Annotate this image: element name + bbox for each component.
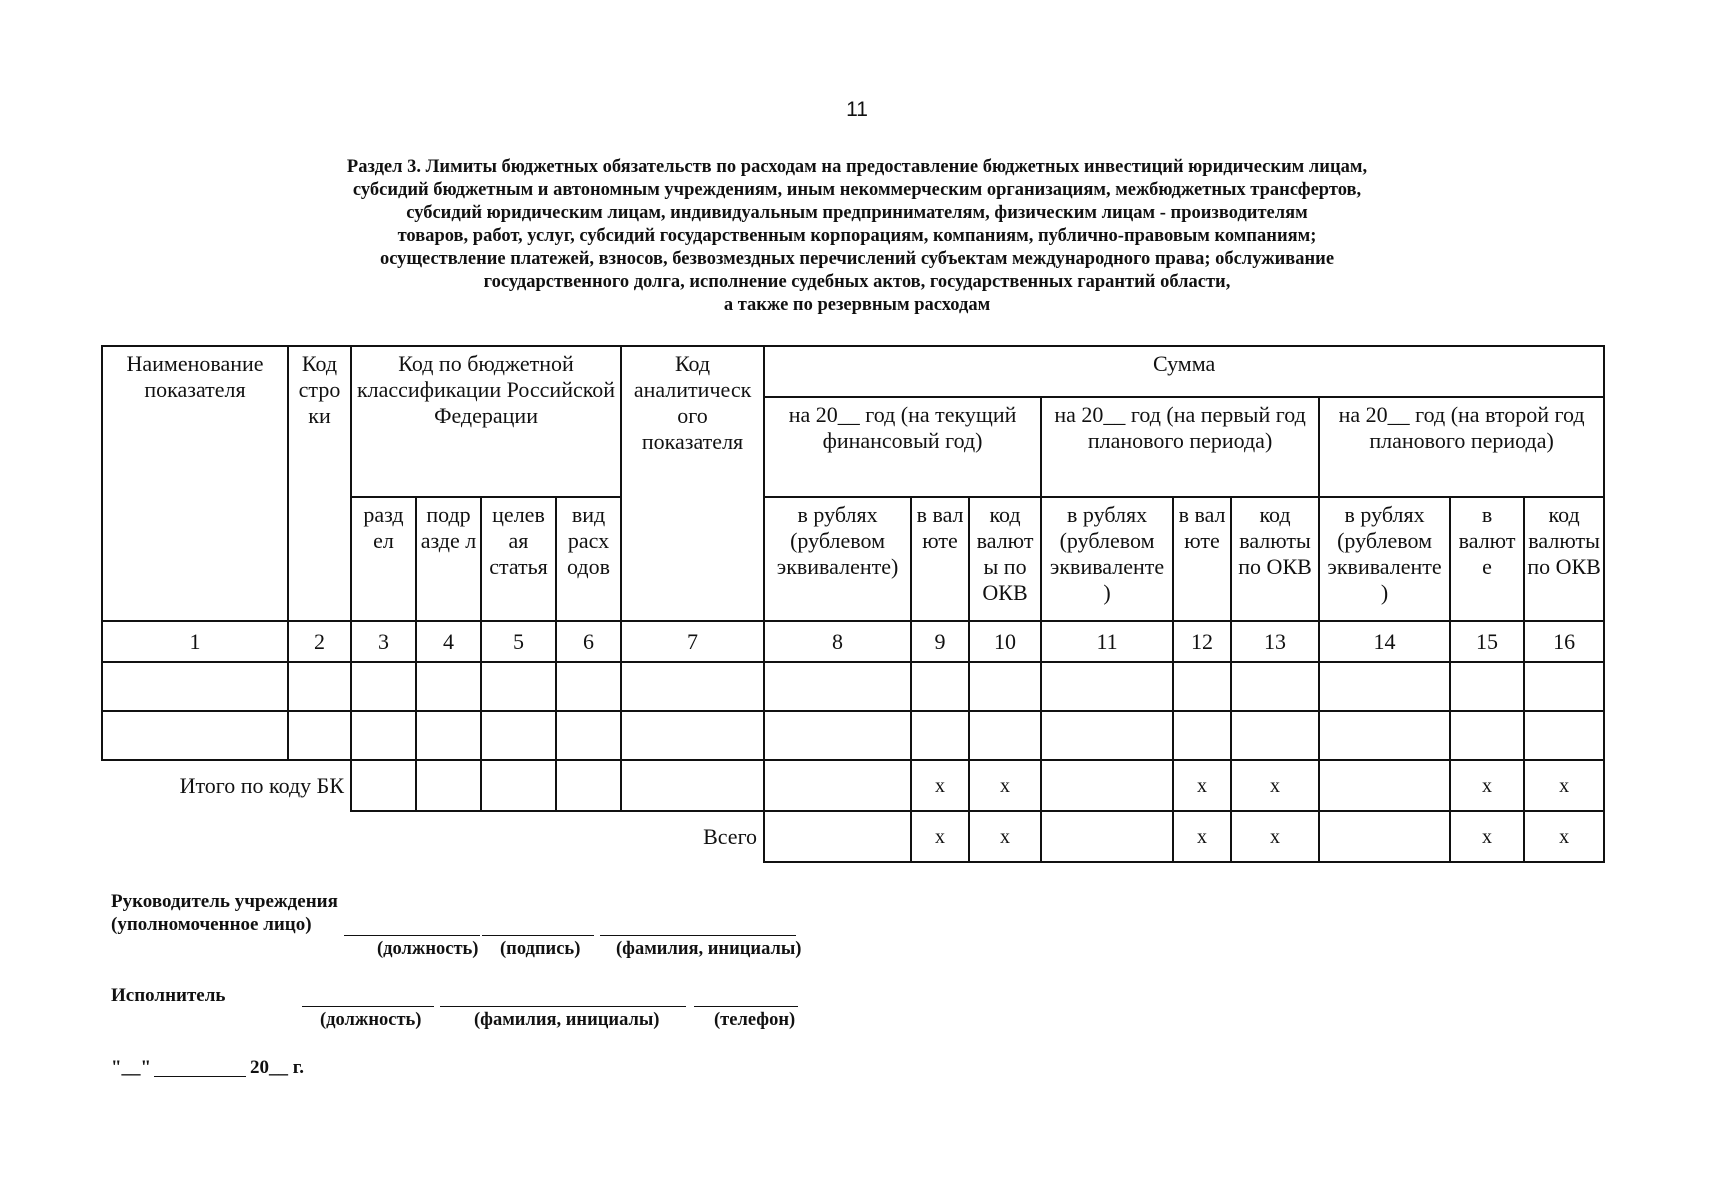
table-cell[interactable] — [288, 662, 351, 711]
column-number: 6 — [556, 621, 621, 662]
header-currency-2: в вал юте — [1173, 497, 1231, 621]
head-label-1: Руководитель учреждения — [111, 891, 338, 912]
header-okv-1: код валют ы по ОКВ — [969, 497, 1041, 621]
table-cell[interactable] — [1173, 711, 1231, 760]
x-mark: x — [1524, 811, 1604, 862]
table-cell[interactable] — [911, 711, 969, 760]
title-line: а также по резервным расходам — [723, 295, 991, 315]
table-row — [102, 711, 1604, 760]
x-mark: x — [1450, 811, 1524, 862]
header-target-article: целев ая статья — [481, 497, 556, 621]
x-mark: x — [1173, 760, 1231, 811]
table-cell[interactable] — [481, 760, 556, 811]
page-number: 11 — [846, 98, 868, 121]
executor-position-line[interactable] — [302, 1006, 434, 1007]
column-number: 13 — [1231, 621, 1319, 662]
header-razdel: разд ел — [351, 497, 416, 621]
header-okv-3: код валюты по ОКВ — [1524, 497, 1604, 621]
table-cell[interactable] — [621, 711, 764, 760]
title-line: субсидий бюджетным и автономным учреждениям, иным некоммерческим организациям, межбюджетных трансфертов, — [352, 180, 1362, 200]
column-number: 14 — [1319, 621, 1450, 662]
column-number: 11 — [1041, 621, 1173, 662]
column-number: 2 — [288, 621, 351, 662]
x-mark: x — [1231, 811, 1319, 862]
head-name-line[interactable] — [600, 935, 796, 936]
column-number: 4 — [416, 621, 481, 662]
head-caption-signature: (подпись) — [500, 939, 581, 959]
x-mark: x — [969, 811, 1041, 862]
table-cell[interactable] — [1450, 711, 1524, 760]
date-month-line[interactable] — [154, 1076, 246, 1077]
head-caption-name: (фамилия, инициалы) — [616, 939, 802, 959]
title-line: товаров, работ, услуг, субсидий государственным корпорациям, компаниям, публично-правовым компаниям; — [397, 226, 1317, 246]
executor-caption-phone: (телефон) — [714, 1010, 796, 1030]
header-indicator-name: Наименование показателя — [102, 346, 288, 621]
executor-name-line[interactable] — [440, 1006, 686, 1007]
table-cell[interactable] — [1450, 662, 1524, 711]
header-currency-3: в валют е — [1450, 497, 1524, 621]
table-cell[interactable] — [621, 760, 764, 811]
date-quote: "__" — [111, 1057, 152, 1078]
header-bk-code: Код по бюджетной классификации Российской Федерации — [351, 346, 621, 497]
table-cell[interactable] — [1041, 711, 1173, 760]
table-cell[interactable] — [1231, 711, 1319, 760]
column-number-row — [102, 621, 1604, 662]
header-rub-1: в рублях (рублевом эквиваленте) — [764, 497, 911, 621]
head-label-2: (уполномоченное лицо) — [111, 914, 312, 935]
table-cell[interactable] — [1319, 811, 1450, 862]
column-number: 9 — [911, 621, 969, 662]
header-podrazdel: подр азде л — [416, 497, 481, 621]
header-sum: Сумма — [764, 346, 1604, 397]
x-mark: x — [911, 760, 969, 811]
column-number: 8 — [764, 621, 911, 662]
column-number: 1 — [102, 621, 288, 662]
title-line: осуществление платежей, взносов, безвозмездных перечислений субъектам международного права; обслуживание — [379, 249, 1335, 269]
executor-caption-position: (должность) — [320, 1010, 422, 1030]
header-year-plan-1: на 20__ год (на первый год планового периода) — [1041, 397, 1319, 497]
table-cell[interactable] — [1319, 662, 1450, 711]
table-cell[interactable] — [556, 760, 621, 811]
table-cell[interactable] — [556, 662, 621, 711]
title-line: Раздел 3. Лимиты бюджетных обязательств по расходам на предоставление бюджетных инвестиций юридическим лицам, — [346, 157, 1368, 177]
table-cell[interactable] — [764, 662, 911, 711]
column-number: 16 — [1524, 621, 1604, 662]
table-cell[interactable] — [1319, 760, 1450, 811]
grand-total-row — [102, 811, 1604, 862]
executor-phone-line[interactable] — [694, 1006, 798, 1007]
table-row — [102, 662, 1604, 711]
table-cell[interactable] — [556, 711, 621, 760]
table-cell[interactable] — [102, 662, 288, 711]
table-cell[interactable] — [764, 811, 911, 862]
title-line: субсидий юридическим лицам, индивидуальным предпринимателям, физическим лицам - производителям — [406, 203, 1308, 223]
table-cell[interactable] — [1173, 662, 1231, 711]
table-cell[interactable] — [288, 711, 351, 760]
table-cell[interactable] — [351, 711, 416, 760]
table-cell[interactable] — [481, 662, 556, 711]
date-year: 20__ г. — [250, 1057, 304, 1078]
executor-caption-name: (фамилия, инициалы) — [474, 1010, 660, 1030]
head-caption-position: (должность) — [377, 939, 479, 959]
header-analytic-code: Код аналитическ ого показателя — [621, 346, 764, 621]
column-number: 10 — [969, 621, 1041, 662]
head-position-line[interactable] — [344, 935, 480, 936]
table-cell[interactable] — [481, 711, 556, 760]
head-signature-line[interactable] — [482, 935, 594, 936]
table-cell[interactable] — [764, 711, 911, 760]
section-title — [160, 156, 1554, 317]
table-cell[interactable] — [416, 662, 481, 711]
header-okv-2: код валюты по ОКВ — [1231, 497, 1319, 621]
table-cell[interactable] — [1041, 811, 1173, 862]
column-number: 5 — [481, 621, 556, 662]
table-cell[interactable] — [764, 760, 911, 811]
table-cell[interactable] — [969, 711, 1041, 760]
table-cell[interactable] — [416, 760, 481, 811]
column-number: 15 — [1450, 621, 1524, 662]
grand-total-label: Всего — [102, 811, 764, 862]
x-mark: x — [911, 811, 969, 862]
header-year-plan-2: на 20__ год (на второй год планового периода) — [1319, 397, 1604, 497]
header-rub-3: в рублях (рублевом эквиваленте ) — [1319, 497, 1450, 621]
total-by-bk-row — [102, 760, 1604, 811]
table-cell[interactable] — [1231, 662, 1319, 711]
total-by-bk-label: Итого по коду БК — [102, 760, 351, 811]
table-cell[interactable] — [1041, 760, 1173, 811]
table-cell[interactable] — [1524, 711, 1604, 760]
header-expense-type: вид расх одов — [556, 497, 621, 621]
x-mark: x — [1231, 760, 1319, 811]
table-cell[interactable] — [1041, 662, 1173, 711]
table-cell[interactable] — [102, 711, 288, 760]
table-cell[interactable] — [1524, 662, 1604, 711]
header-row-code: Код стро ки — [288, 346, 351, 621]
header-year-current: на 20__ год (на текущий финансовый год) — [764, 397, 1041, 497]
title-line: государственного долга, исполнение судебных актов, государственных гарантий области, — [483, 272, 1231, 292]
table-cell[interactable] — [621, 662, 764, 711]
column-number: 12 — [1173, 621, 1231, 662]
column-number: 3 — [351, 621, 416, 662]
x-mark: x — [1524, 760, 1604, 811]
table-cell[interactable] — [416, 711, 481, 760]
table-cell[interactable] — [351, 662, 416, 711]
limits-table — [101, 345, 1605, 863]
x-mark: x — [1450, 760, 1524, 811]
x-mark: x — [1173, 811, 1231, 862]
x-mark: x — [969, 760, 1041, 811]
table-cell[interactable] — [351, 760, 416, 811]
header-currency-1: в вал юте — [911, 497, 969, 621]
column-number: 7 — [621, 621, 764, 662]
executor-label: Исполнитель — [111, 985, 226, 1006]
table-cell[interactable] — [1319, 711, 1450, 760]
table-cell[interactable] — [911, 662, 969, 711]
table-cell[interactable] — [969, 662, 1041, 711]
header-rub-2: в рублях (рублевом эквиваленте ) — [1041, 497, 1173, 621]
